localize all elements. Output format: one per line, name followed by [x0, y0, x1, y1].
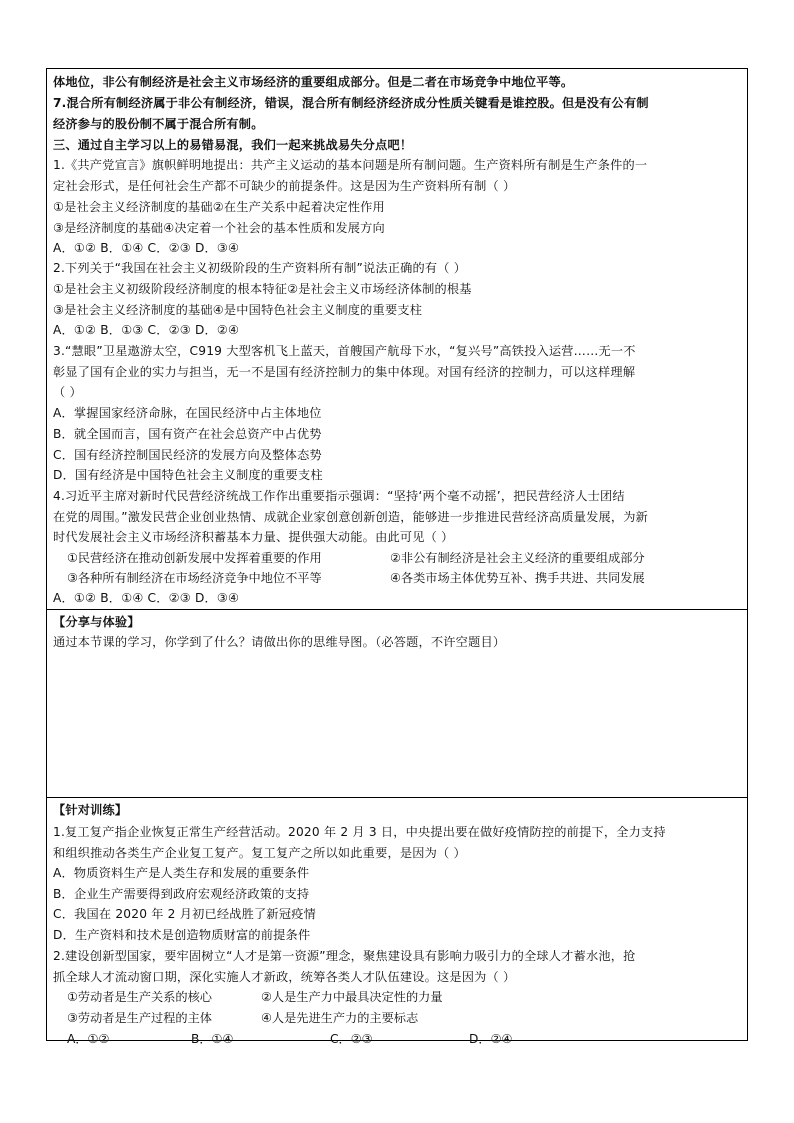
q3-stem: （ ） — [53, 385, 82, 399]
share-section — [47, 610, 747, 798]
q4-item: ①民营经济在推动创新发展中发挥着重要的作用 — [67, 551, 322, 565]
t1-stem: 1.复工复产指企业恢复正常生产经营活动。2020 年 2 月 3 日，中央提出要在做好疫情防控的前提下，全力支持 — [53, 825, 666, 839]
q1-stem: 1.《共产党宣言》旗帜鲜明地提出：共产主义运动的基本问题是所有制问题。生产资料所有制是生产条件的一 — [53, 158, 648, 172]
t2-stem: 2.建设创新型国家，要牢固树立“人才是第一资源”理念，聚焦建设具有影响力吸引力的全球人才蓄水池，抢 — [53, 949, 636, 963]
t2-item: ③劳动者是生产过程的主体 — [67, 1011, 212, 1025]
q3-stem: 彰显了国有企业的实力与担当，无一不是国有经济控制力的集中体现。对国有经济的控制力，可以这样理解 — [53, 365, 636, 379]
t2-option-b: B．①④ — [191, 1032, 234, 1046]
q3-option: B．就全国而言，国有资产在社会总资产中占优势 — [53, 427, 322, 441]
intro-line: 体地位，非公有制经济是社会主义市场经济的重要组成部分。但是二者在市场竞争中地位平等。 — [53, 75, 574, 89]
q3-option: D．国有经济是中国特色社会主义制度的重要支柱 — [53, 468, 323, 482]
training-section — [47, 798, 747, 1046]
t2-option-c: C．②③ — [330, 1032, 373, 1046]
q4-stem: 4.习近平主席对新时代民营经济统战工作作出重要指示强调：“坚持‘两个毫不动摇’，把民营经济人士团结 — [53, 489, 625, 503]
q4-item: ③各种所有制经济在市场经济竞争中地位不平等 — [67, 571, 322, 585]
t2-stem: 抓全球人才流动窗口期，深化实施人才新政，统筹各类人才队伍建设。这是因为（ ） — [53, 970, 516, 984]
t1-stem: 和组织推动各类生产企业复工复产。复工复产之所以如此重要，是因为（ ） — [53, 846, 466, 860]
q4-options: A．①② B．①④ C．②③ D．③④ — [53, 591, 240, 605]
t2-option-a: A．①② — [67, 1032, 110, 1046]
q2-stem: 2.下列关于“我国在社会主义初级阶段的生产资料所有制”说法正确的有（ ） — [53, 261, 467, 275]
t1-option: C．我国在 2020 年 2 月初已经战胜了新冠疫情 — [53, 907, 316, 921]
training-heading: 【针对训练】 — [53, 803, 128, 817]
q1-options: A．①② B．①④ C．②③ D．③④ — [53, 241, 240, 255]
t1-option: D．生产资料和技术是创造物质财富的前提条件 — [53, 928, 311, 942]
t2-option-d: D．②④ — [469, 1032, 513, 1046]
q1-item: ③是经济制度的基础④决定着一个社会的基本性质和发展方向 — [53, 221, 385, 235]
q3-option: A．掌握国家经济命脉，在国民经济中占主体地位 — [53, 406, 322, 420]
worksheet-table — [46, 68, 748, 1046]
share-prompt: 通过本节课的学习，你学到了什么？请做出你的思维导图。（必答题，不许空题目） — [53, 635, 506, 649]
t1-option: A．物质资料生产是人类生存和发展的重要条件 — [53, 866, 310, 880]
q3-stem: 3.“慧眼”卫星遨游太空，C919 大型客机飞上蓝天，首艘国产航母下水，“复兴号”高铁投入运营……无一不 — [53, 344, 636, 358]
section-heading: 三、通过自主学习以上的易错易混，我们一起来挑战易失分点吧！ — [53, 138, 413, 152]
t2-item: ①劳动者是生产关系的核心 — [67, 990, 212, 1004]
practice-section — [47, 69, 747, 610]
q1-item: ①是社会主义经济制度的基础②在生产关系中起着决定性作用 — [53, 200, 385, 214]
q4-stem: 在党的周围。”激发民营企业创业热情、成就企业家创意创新创造，能够进一步推进民营经济高质量发展，为新 — [53, 510, 649, 524]
t1-option: B．企业生产需要得到政府宏观经济政策的支持 — [53, 887, 310, 901]
intro-line: 经济参与的股份制不属于混合所有制。 — [53, 117, 264, 131]
q4-item: ②非公有制经济是社会主义经济的重要组成部分 — [390, 551, 645, 565]
share-heading: 【分享与体验】 — [53, 615, 140, 629]
t2-item: ②人是生产力中最具决定性的力量 — [261, 990, 443, 1004]
q2-options: A．①② B．①③ C．②③ D．②④ — [53, 323, 240, 337]
q3-option: C．国有经济控制国民经济的发展方向及整体态势 — [53, 448, 322, 462]
t2-item: ④人是先进生产力的主要标志 — [261, 1011, 419, 1025]
q1-stem: 定社会形式，是任何社会生产都不可缺少的前提条件。这是因为生产资料所有制（ ） — [53, 179, 516, 193]
mind-map-answer-area[interactable] — [53, 656, 739, 792]
q4-item: ④各类市场主体优势互补、携手共进、共同发展 — [390, 571, 645, 585]
intro-line: 7.混合所有制经济属于非公有制经济，错误，混合所有制经济经济成分性质关键看是谁控股。但是没有公有制 — [53, 96, 649, 110]
q2-item: ③是社会主义经济制度的基础④是中国特色社会主义制度的重要支柱 — [53, 303, 423, 317]
q2-item: ①是社会主义初级阶段经济制度的根本特征②是社会主义市场经济体制的根基 — [53, 282, 472, 296]
q4-stem: 时代发展社会主义市场经济积蓄基本力量、提供强大动能。由此可见（ ） — [53, 530, 454, 544]
